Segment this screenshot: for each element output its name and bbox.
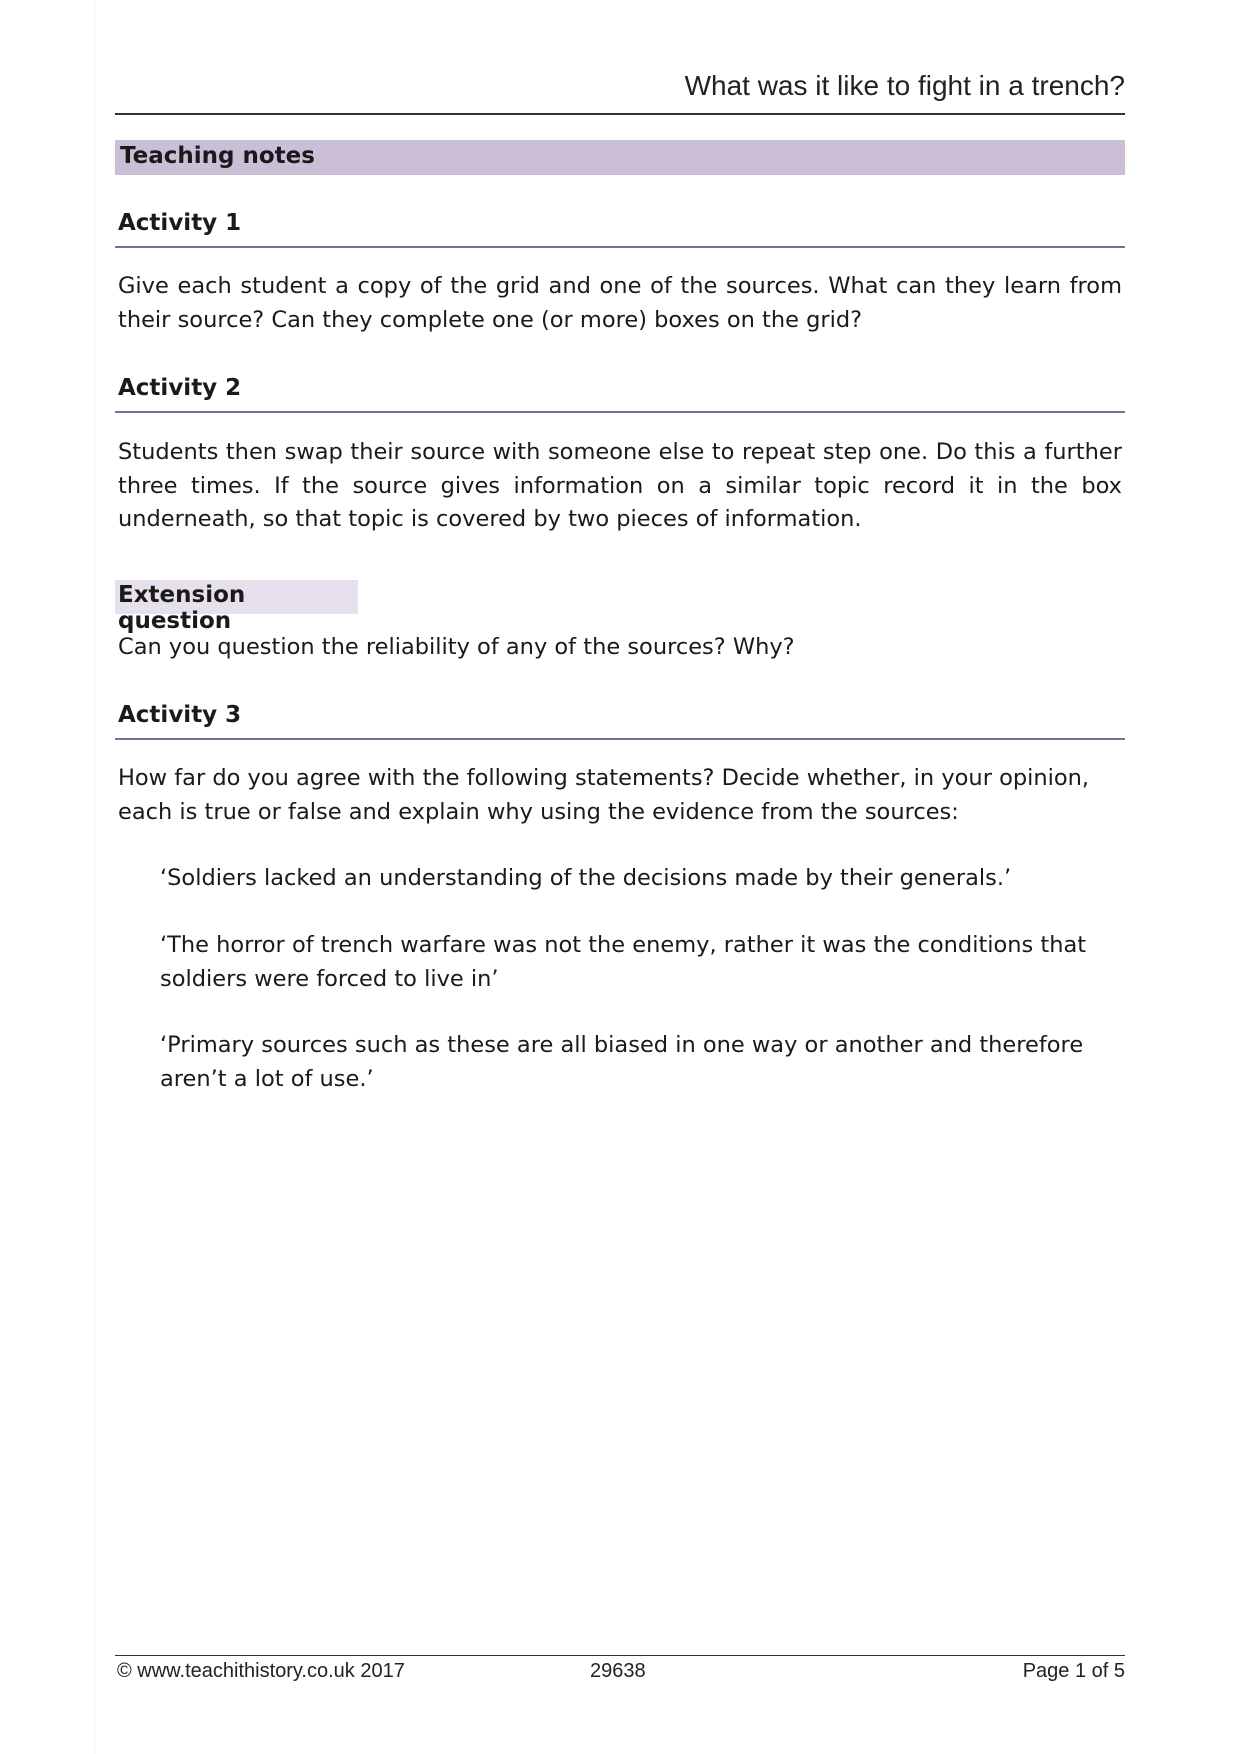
activity-3-text: How far do you agree with the following statements? Decide whether, in your opinion, each is true or false and explain why using the evidence from the sources: — [118, 765, 1090, 825]
activity-2-heading: Activity 2 — [118, 375, 242, 401]
activity-2-divider — [115, 411, 1125, 413]
statement-2: ‘The horror of trench warfare was not the enemy, rather it was the conditions that soldiers were forced to live in’ — [160, 932, 1087, 992]
document-title: What was it like to fight in a trench? — [684, 70, 1125, 101]
footer-resource-code: 29638 — [590, 1660, 646, 1682]
extension-heading: Extension question — [118, 582, 246, 634]
statement-3: ‘Primary sources such as these are all biased in one way or another and therefore aren’t a lot of use.’ — [160, 1032, 1084, 1092]
extension-text: Can you question the reliability of any of the sources? Why? — [118, 634, 795, 660]
statement-1: ‘Soldiers lacked an understanding of the decisions made by their generals.’ — [160, 865, 1012, 891]
page-edge — [94, 0, 95, 1754]
footer-divider — [115, 1655, 1125, 1656]
section-title: Teaching notes — [120, 143, 315, 169]
activity-1-divider — [115, 246, 1125, 248]
extension-question-banner — [115, 580, 358, 634]
header-divider — [115, 113, 1125, 115]
teaching-notes-banner — [115, 140, 1125, 175]
activity-3-heading: Activity 3 — [118, 702, 242, 728]
activity-1-text: Give each student a copy of the grid and one of the sources. What can they learn from their source? Can they complete one (or more) boxes on the grid? — [118, 273, 1122, 333]
footer-copyright: © www.teachithistory.co.uk 2017 — [117, 1660, 405, 1682]
activity-3-divider — [115, 738, 1125, 740]
footer-page-number: Page 1 of 5 — [1022, 1660, 1125, 1682]
activity-1-heading: Activity 1 — [118, 210, 242, 236]
activity-2-text: Students then swap their source with someone else to repeat step one. Do this a further three times. If the source gives information on a similar topic record it in the box underneath, so that topic is covered by two pieces of information. — [118, 439, 1122, 532]
